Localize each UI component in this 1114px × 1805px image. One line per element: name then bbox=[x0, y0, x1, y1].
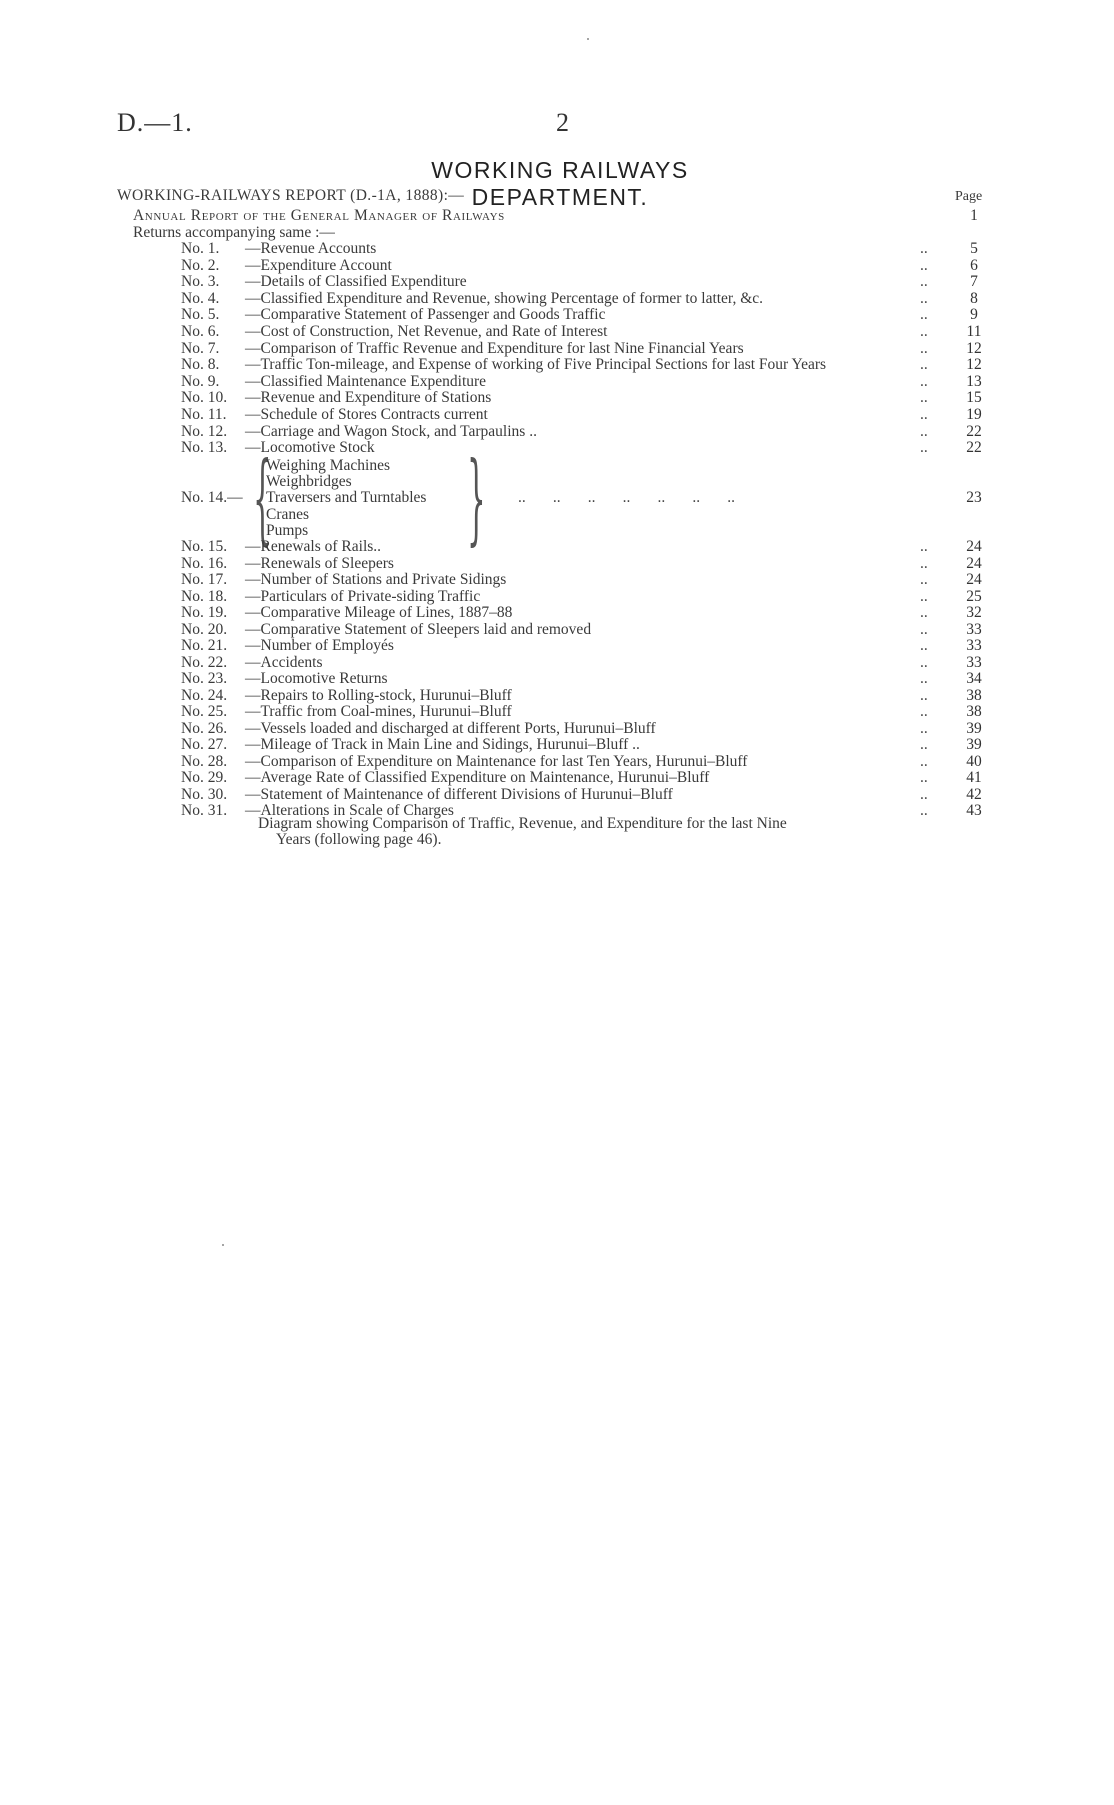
entry-page: 12 bbox=[966, 339, 982, 357]
diagram-note: Diagram showing Comparison of Traffic, Revenue, and Expenditure for the last Nine bbox=[258, 815, 787, 832]
entry-title: —Comparative Mileage of Lines, 1887–88 bbox=[245, 604, 513, 621]
entry-title: —Comparative Statement of Passenger and Goods Traffic bbox=[245, 306, 606, 324]
entry-page: 40 bbox=[966, 752, 982, 770]
entry-title: —Comparative Statement of Sleepers laid and removed bbox=[245, 620, 592, 638]
entry-page: 7 bbox=[970, 273, 978, 291]
leader-dots: .. bbox=[920, 306, 928, 324]
entry-title: —Carriage and Wagon Stock, and Tarpaulins .. bbox=[245, 422, 537, 440]
leader-dots: .. bbox=[920, 686, 928, 704]
entry-number: No. 6. bbox=[181, 323, 220, 340]
entry-page: 39 bbox=[966, 719, 982, 737]
entry-page: 5 bbox=[970, 240, 978, 257]
document-reference: D.—1. bbox=[117, 108, 193, 137]
entry-page: 42 bbox=[966, 785, 982, 803]
page-column-label: Page bbox=[955, 189, 983, 204]
leader-dots: .. bbox=[920, 538, 928, 555]
entry-title: —Locomotive Stock bbox=[245, 439, 375, 457]
entry-number-14: No. 14.— bbox=[181, 489, 243, 506]
entry-number: No. 22. bbox=[181, 653, 228, 671]
entry-number: No. 1. bbox=[181, 240, 220, 257]
entry-title: —Alterations in Scale of Charges bbox=[245, 802, 454, 819]
entry-title: —Renewals of Sleepers bbox=[245, 554, 394, 572]
entry-page: 32 bbox=[966, 604, 982, 621]
department-title: WORKING RAILWAYS DEPARTMENT. bbox=[431, 157, 689, 210]
scan-speck bbox=[222, 1244, 224, 1246]
entry-page: 11 bbox=[966, 323, 982, 340]
entry-number: No. 3. bbox=[181, 273, 220, 291]
entry-number: No. 15. bbox=[181, 538, 228, 555]
entry-number: No. 30. bbox=[181, 785, 228, 803]
entry-number: No. 18. bbox=[181, 587, 228, 605]
entry-title: —Repairs to Rolling-stock, Hurunui–Bluff bbox=[245, 686, 512, 704]
entry-page: 8 bbox=[970, 289, 978, 307]
left-brace: { bbox=[253, 442, 272, 556]
entry-page: 38 bbox=[966, 703, 982, 720]
entry-title: —Revenue Accounts bbox=[245, 240, 377, 257]
entry-number: No. 2. bbox=[181, 256, 220, 274]
entry-title: —Average Rate of Classified Expenditure on Maintenance, Hurunui–Bluff bbox=[245, 769, 710, 786]
leader-dots: .. bbox=[920, 769, 928, 786]
entry-number: No. 28. bbox=[181, 752, 228, 770]
diagram-note: Years (following page 46). bbox=[276, 831, 442, 848]
entry-title: —Number of Stations and Private Sidings bbox=[245, 571, 507, 588]
entry-page: 43 bbox=[966, 802, 982, 819]
entry-number: No. 4. bbox=[181, 289, 220, 307]
leader-dots: .. bbox=[920, 289, 928, 307]
entry-page: 38 bbox=[966, 686, 982, 704]
leader-dots: .. bbox=[920, 256, 928, 274]
leader-dots: .. .. .. .. .. .. .. bbox=[518, 489, 735, 506]
entry-title: —Traffic from Coal-mines, Hurunui–Bluff bbox=[245, 703, 512, 720]
leader-dots: .. bbox=[920, 323, 928, 340]
entry-page: 24 bbox=[966, 571, 982, 588]
entry-number: No. 27. bbox=[181, 736, 228, 753]
right-brace: } bbox=[467, 442, 486, 556]
entry-number: No. 17. bbox=[181, 571, 228, 588]
entry-number: No. 26. bbox=[181, 719, 228, 737]
entry-page: 6 bbox=[970, 256, 978, 274]
entry-page: 33 bbox=[966, 637, 982, 654]
entry-title: —Classified Expenditure and Revenue, showing Percentage of former to latter, &c. bbox=[245, 289, 764, 307]
entry-title: —Particulars of Private-siding Traffic bbox=[245, 587, 481, 605]
entry14-item: Pumps bbox=[266, 522, 309, 539]
entry-number: No. 5. bbox=[181, 306, 220, 324]
entry-page: 24 bbox=[966, 538, 982, 555]
annual-report-title: Annual Report of the General Manager of Railways bbox=[133, 207, 505, 224]
leader-dots: .. bbox=[920, 554, 928, 572]
entry-title: —Comparison of Expenditure on Maintenance for last Ten Years, Hurunui–Bluff bbox=[245, 752, 748, 770]
entry-number: No. 7. bbox=[181, 339, 220, 357]
leader-dots: .. bbox=[920, 604, 928, 621]
entry-title: —Comparison of Traffic Revenue and Expenditure for last Nine Financial Years bbox=[245, 339, 744, 357]
entry-number: No. 29. bbox=[181, 769, 228, 786]
leader-dots: .. bbox=[920, 422, 928, 440]
page-number: 2 bbox=[556, 108, 569, 137]
entry-page: 12 bbox=[966, 356, 982, 374]
entry-title: —Vessels loaded and discharged at different Ports, Hurunui–Bluff bbox=[245, 719, 656, 737]
entry-number: No. 31. bbox=[181, 802, 228, 819]
leader-dots: .. bbox=[920, 273, 928, 291]
entry-page: 39 bbox=[966, 736, 982, 753]
entry-title: —Expenditure Account bbox=[245, 256, 392, 274]
entry-number: No. 9. bbox=[181, 372, 220, 390]
entry14-item: Traversers and Turntables bbox=[266, 489, 427, 506]
entry-number: No. 25. bbox=[181, 703, 228, 720]
entry-title: —Statement of Maintenance of different Divisions of Hurunui–Bluff bbox=[245, 785, 673, 803]
leader-dots: .. bbox=[920, 439, 928, 457]
leader-dots: .. bbox=[920, 620, 928, 638]
entry-number: No. 12. bbox=[181, 422, 228, 440]
annual-report-page: 1 bbox=[970, 207, 978, 224]
entry-page: 33 bbox=[966, 620, 982, 638]
entry-number: No. 19. bbox=[181, 604, 228, 621]
entry-title: —Renewals of Rails.. bbox=[245, 538, 382, 555]
leader-dots: .. bbox=[920, 240, 928, 257]
entry-number: No. 11. bbox=[181, 406, 227, 423]
entry-page: 25 bbox=[966, 587, 982, 605]
entry-page: 13 bbox=[966, 372, 982, 390]
entry-number: No. 21. bbox=[181, 637, 228, 654]
leader-dots: .. bbox=[920, 736, 928, 753]
entry14-page: 23 bbox=[966, 489, 982, 506]
entry-number: No. 8. bbox=[181, 356, 220, 374]
leader-dots: .. bbox=[920, 389, 928, 407]
leader-dots: .. bbox=[920, 670, 928, 687]
entry-title: —Revenue and Expenditure of Stations bbox=[245, 389, 492, 407]
leader-dots: .. bbox=[920, 802, 928, 819]
entry14-item: Weighing Machines bbox=[266, 457, 391, 474]
leader-dots: .. bbox=[920, 752, 928, 770]
returns-intro: Returns accompanying same :— bbox=[133, 224, 335, 241]
entry-title: —Details of Classified Expenditure bbox=[245, 273, 467, 291]
entry-page: 19 bbox=[966, 406, 982, 423]
entry-title: —Schedule of Stores Contracts current bbox=[245, 406, 488, 423]
leader-dots: .. bbox=[920, 653, 928, 671]
entry-page: 34 bbox=[966, 670, 982, 687]
leader-dots: .. bbox=[920, 356, 928, 374]
leader-dots: .. bbox=[920, 637, 928, 654]
entry-page: 33 bbox=[966, 653, 982, 671]
entry-number: No. 16. bbox=[181, 554, 228, 572]
report-heading: WORKING-RAILWAYS REPORT (D.-1A, 1888):— bbox=[117, 187, 465, 204]
entry-title: —Traffic Ton-mileage, and Expense of working of Five Principal Sections for last Four Years bbox=[245, 356, 827, 374]
entry-title: —Cost of Construction, Net Revenue, and Rate of Interest bbox=[245, 323, 608, 340]
entry-number: No. 23. bbox=[181, 670, 228, 687]
entry-page: 41 bbox=[966, 769, 982, 786]
entry-title: —Locomotive Returns bbox=[245, 670, 388, 687]
entry14-item: Weighbridges bbox=[266, 473, 352, 490]
entry-page: 15 bbox=[966, 389, 982, 407]
entry-title: —Number of Employés bbox=[245, 637, 394, 654]
entry-number: No. 24. bbox=[181, 686, 228, 704]
entry-page: 9 bbox=[970, 306, 978, 324]
leader-dots: .. bbox=[920, 372, 928, 390]
leader-dots: .. bbox=[920, 785, 928, 803]
entry-title: —Accidents bbox=[245, 653, 323, 671]
entry-number: No. 13. bbox=[181, 439, 228, 457]
entry-title: —Classified Maintenance Expenditure bbox=[245, 372, 487, 390]
entry-page: 22 bbox=[966, 439, 982, 457]
entry-title: —Mileage of Track in Main Line and Sidings, Hurunui–Bluff .. bbox=[245, 736, 640, 753]
entry-number: No. 20. bbox=[181, 620, 228, 638]
leader-dots: .. bbox=[920, 571, 928, 588]
leader-dots: .. bbox=[920, 339, 928, 357]
leader-dots: .. bbox=[920, 406, 928, 423]
leader-dots: .. bbox=[920, 719, 928, 737]
scan-speck bbox=[587, 38, 589, 40]
leader-dots: .. bbox=[920, 587, 928, 605]
entry-page: 22 bbox=[966, 422, 982, 440]
entry14-item: Cranes bbox=[266, 506, 310, 523]
entry-page: 24 bbox=[966, 554, 982, 572]
leader-dots: .. bbox=[920, 703, 928, 720]
entry-number: No. 10. bbox=[181, 389, 228, 407]
